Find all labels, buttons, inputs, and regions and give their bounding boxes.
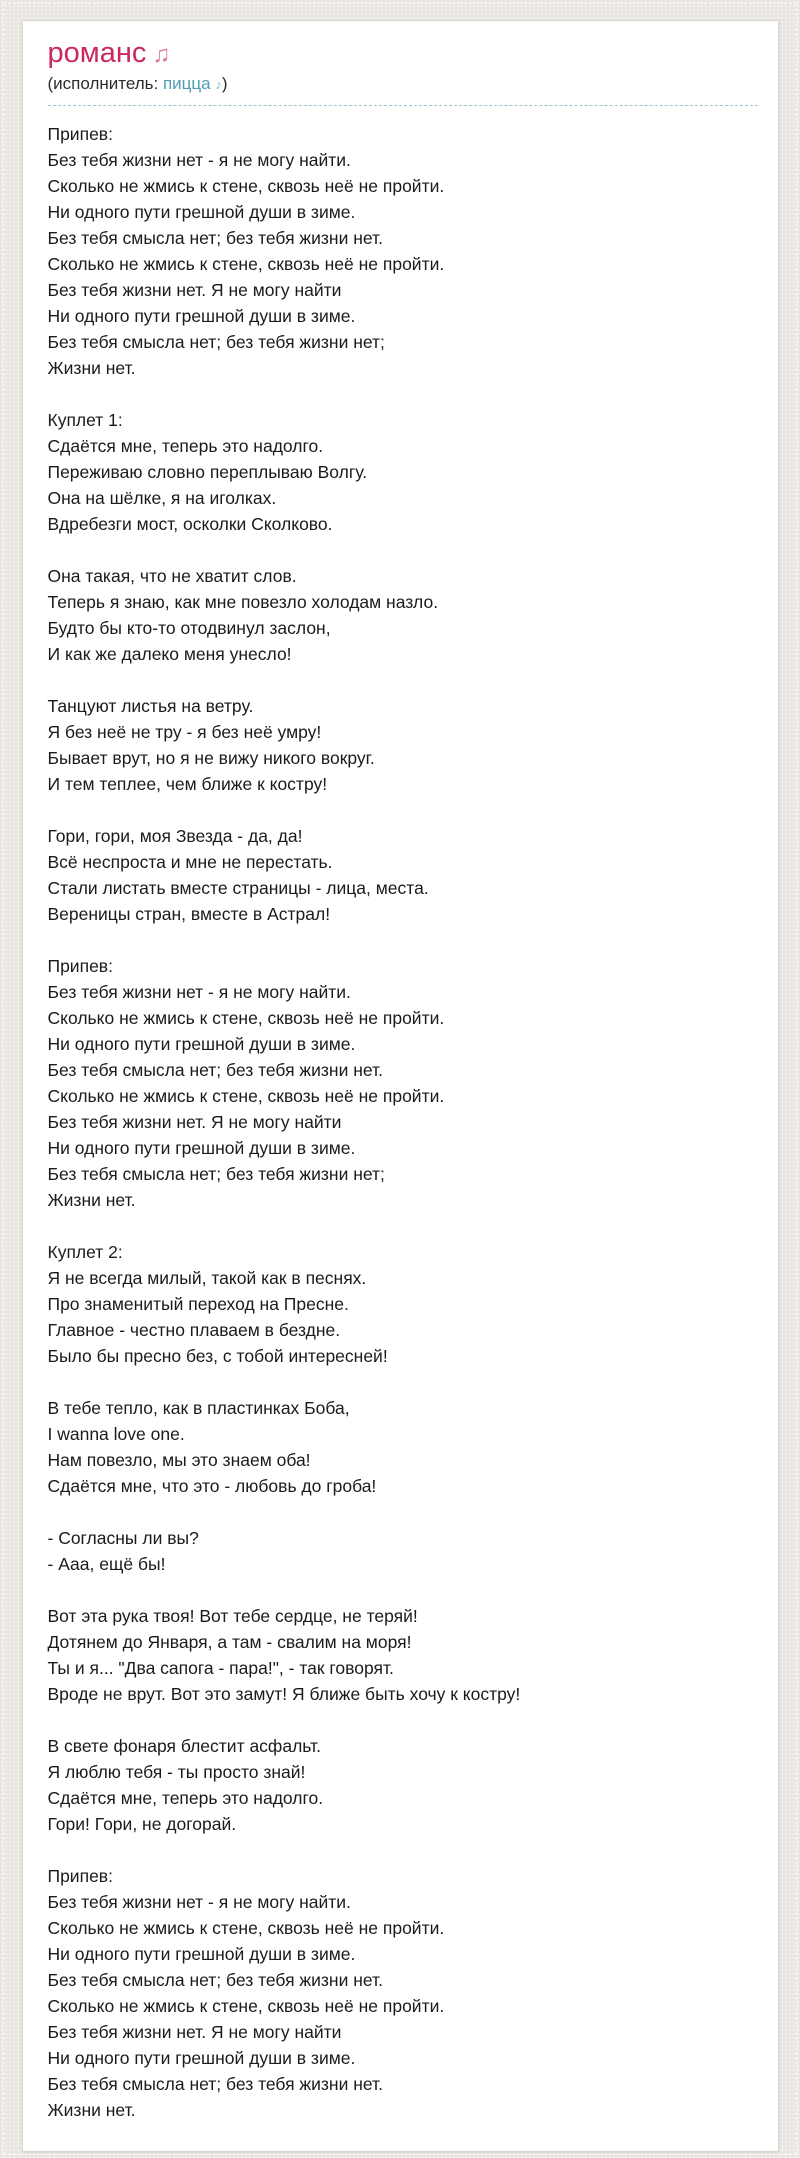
lyrics-line: Всё неспроста и мне не перестать. — [47, 852, 333, 872]
lyrics-stanza — [48, 1239, 758, 1369]
lyrics-line: В свете фонаря блестит асфальт. — [47, 1736, 321, 1756]
lyrics-stanza — [48, 1733, 758, 1837]
page-title: романс — [47, 37, 147, 69]
lyrics-line: Дотянем до Января, а там - свалим на моря! — [47, 1632, 412, 1652]
lyrics-line: Жизни нет. — [47, 2100, 136, 2120]
lyrics-line: Про знаменитый переход на Пресне. — [47, 1294, 349, 1314]
lyrics-stanza — [48, 693, 758, 797]
lyrics-line: Ни одного пути грешной души в зиме. — [47, 1944, 356, 1964]
lyrics-line: В тебе тепло, как в пластинках Боба, — [47, 1398, 350, 1418]
lyrics-line: Будто бы кто-то отодвинул заслон, — [47, 618, 331, 638]
lyrics-line: Припев: — [47, 956, 113, 976]
lyrics-line: Я люблю тебя - ты просто знай! — [47, 1762, 306, 1782]
lyrics-line: Без тебя жизни нет - я не могу найти. — [47, 1892, 351, 1912]
lyrics-line: Без тебя жизни нет. Я не могу найти — [47, 1112, 342, 1132]
lyrics-line: Вдребезги мост, осколки Сколково. — [47, 514, 333, 534]
lyrics-stanza — [48, 121, 758, 381]
lyrics-line: Главное - честно плаваем в бездне. — [47, 1320, 341, 1340]
artist-link[interactable]: пицца — [162, 74, 211, 93]
lyrics-line: Припев: — [47, 124, 113, 144]
lyrics-line: Ни одного пути грешной души в зиме. — [47, 1034, 356, 1054]
lyrics-line: Без тебя смысла нет; без тебя жизни нет; — [47, 1164, 385, 1184]
lyrics-line: Без тебя смысла нет; без тебя жизни нет. — [47, 1060, 383, 1080]
lyrics-stanza — [48, 823, 758, 927]
lyrics-line: Без тебя смысла нет; без тебя жизни нет. — [47, 228, 383, 248]
lyrics-line: Вереницы стран, вместе в Астрал! — [47, 904, 331, 924]
lyrics-line: Жизни нет. — [47, 1190, 136, 1210]
lyrics-line: Сколько не жмись к стене, сквозь неё не пройти. — [47, 176, 445, 196]
lyrics-line: Гори! Гори, не догорай. — [47, 1814, 237, 1834]
lyrics-line: Без тебя смысла нет; без тебя жизни нет. — [47, 1970, 383, 1990]
song-title-row — [48, 35, 758, 73]
lyrics-line: Нам повезло, мы это знаем оба! — [47, 1450, 311, 1470]
lyrics-line: Я без неё не тру - я без неё умру! — [47, 722, 322, 742]
lyrics-line: Сколько не жмись к стене, сквозь неё не пройти. — [47, 1008, 445, 1028]
lyrics-line: Сколько не жмись к стене, сквозь неё не пройти. — [47, 1086, 445, 1106]
lyrics-line: Гори, гори, моя Звезда - да, да! — [47, 826, 303, 846]
lyrics-line: Ни одного пути грешной души в зиме. — [47, 2048, 356, 2068]
lyrics-line: I wanna love one. — [47, 1424, 185, 1444]
lyrics-text — [48, 121, 758, 2123]
lyrics-line: Переживаю словно переплываю Волгу. — [47, 462, 368, 482]
lyrics-line: Я не всегда милый, такой как в песнях. — [47, 1268, 367, 1288]
lyrics-stanza — [48, 563, 758, 667]
lyrics-line: И как же далеко меня унесло! — [47, 644, 292, 664]
lyrics-card — [22, 20, 779, 2152]
music-note-icon: ♫ — [152, 41, 171, 68]
lyrics-stanza — [48, 407, 758, 537]
lyrics-line: Без тебя смысла нет; без тебя жизни нет. — [47, 2074, 383, 2094]
lyrics-stanza — [48, 1395, 758, 1499]
lyrics-line: Ни одного пути грешной души в зиме. — [47, 202, 356, 222]
artist-line — [48, 73, 758, 106]
lyrics-line: Ни одного пути грешной души в зиме. — [47, 1138, 356, 1158]
lyrics-line: Без тебя жизни нет. Я не могу найти — [47, 280, 342, 300]
lyrics-line: Вот эта рука твоя! Вот тебе сердце, не теряй! — [47, 1606, 418, 1626]
lyrics-stanza — [48, 953, 758, 1213]
lyrics-stanza — [48, 1603, 758, 1707]
small-music-note-icon: ♪ — [215, 77, 222, 92]
lyrics-line: Сколько не жмись к стене, сквозь неё не пройти. — [47, 1996, 445, 2016]
lyrics-line: Сдаётся мне, что это - любовь до гроба! — [47, 1476, 377, 1496]
lyrics-line: Было бы пресно без, с тобой интересней! — [47, 1346, 388, 1366]
lyrics-line: И тем теплее, чем ближе к костру! — [47, 774, 328, 794]
lyrics-line: - Согласны ли вы? — [47, 1528, 199, 1548]
lyrics-line: Сколько не жмись к стене, сквозь неё не пройти. — [47, 254, 445, 274]
lyrics-line: Она на шёлке, я на иголках. — [47, 488, 277, 508]
lyrics-line: Куплет 1: — [47, 410, 123, 430]
lyrics-line: Сколько не жмись к стене, сквозь неё не пройти. — [47, 1918, 445, 1938]
lyrics-line: Танцуют листья на ветру. — [47, 696, 254, 716]
lyrics-line: Сдаётся мне, теперь это надолго. — [47, 1788, 324, 1808]
lyrics-line: Теперь я знаю, как мне повезло холодам назло. — [47, 592, 439, 612]
lyrics-line: Стали листать вместе страницы - лица, места. — [47, 878, 429, 898]
artist-suffix-label: ) — [221, 74, 228, 93]
song-header — [48, 35, 758, 106]
lyrics-line: Куплет 2: — [47, 1242, 123, 1262]
lyrics-line: Без тебя жизни нет. Я не могу найти — [47, 2022, 342, 2042]
lyrics-line: Сдаётся мне, теперь это надолго. — [47, 436, 324, 456]
lyrics-line: Припев: — [47, 1866, 113, 1886]
lyrics-line: Без тебя жизни нет - я не могу найти. — [47, 982, 351, 1002]
lyrics-line: Бывает врут, но я не вижу никого вокруг. — [47, 748, 375, 768]
artist-prefix-label: (исполнитель: — [47, 74, 159, 93]
lyrics-line: Без тебя смысла нет; без тебя жизни нет; — [47, 332, 385, 352]
lyrics-line: Вроде не врут. Вот это замут! Я ближе быть хочу к костру! — [47, 1684, 521, 1704]
lyrics-line: Жизни нет. — [47, 358, 136, 378]
lyrics-stanza — [48, 1863, 758, 2123]
lyrics-stanza — [48, 1525, 758, 1577]
lyrics-line: - Ааа, ещё бы! — [47, 1554, 166, 1574]
lyrics-line: Она такая, что не хватит слов. — [47, 566, 297, 586]
lyrics-line: Ни одного пути грешной души в зиме. — [47, 306, 356, 326]
lyrics-line: Без тебя жизни нет - я не могу найти. — [47, 150, 351, 170]
lyrics-line: Ты и я... "Два сапога - пара!", - так говорят. — [47, 1658, 394, 1678]
